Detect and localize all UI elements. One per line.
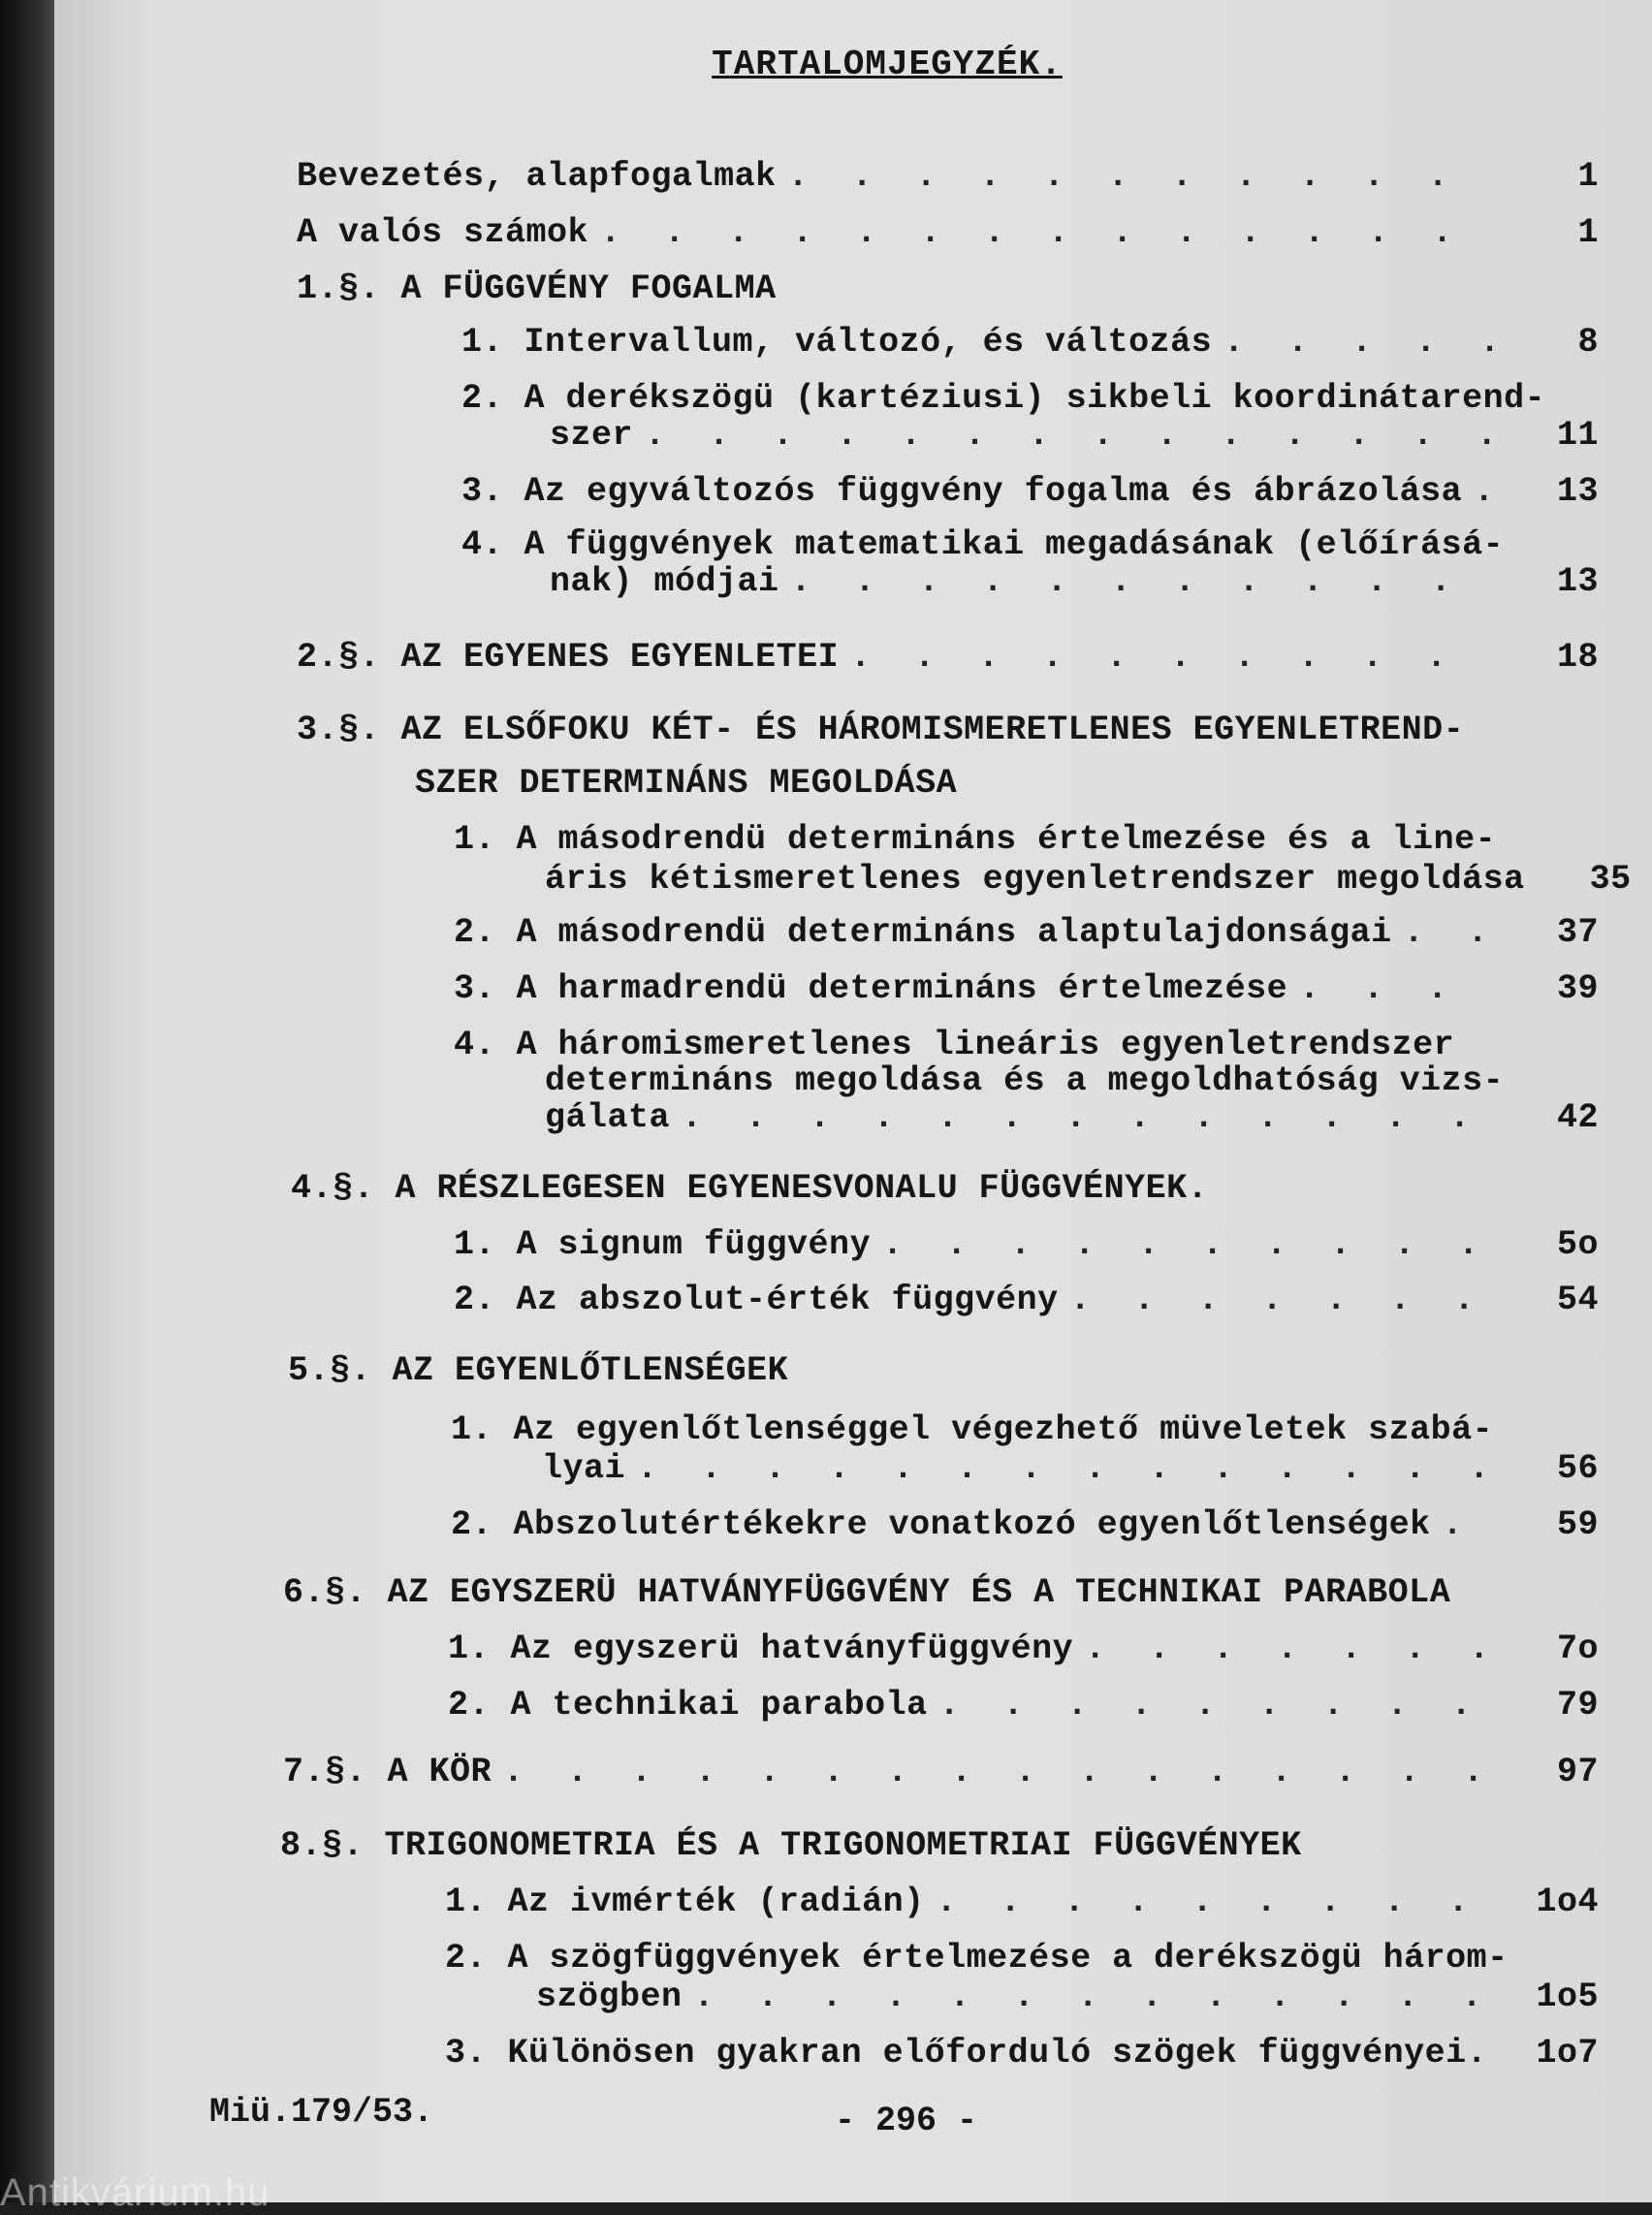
toc-entry-label: 2. A technikai parabola xyxy=(448,1686,928,1725)
leader-dots xyxy=(682,1098,1492,1137)
toc-entry-page: 54 xyxy=(1556,1281,1599,1319)
toc-entry-label: 1. Az egyszerü hatványfüggvény xyxy=(448,1630,1074,1668)
toc-entry xyxy=(454,1281,1652,1319)
footer-reference: Miü.179/53. xyxy=(209,2093,434,2132)
leader-dots xyxy=(637,1449,1492,1488)
toc-entry-page: 1o5 xyxy=(1536,1978,1599,2016)
leader-dots xyxy=(645,416,1492,455)
toc-entry xyxy=(451,1505,1652,1544)
toc-entry-label: 1. Az egyenlőtlenséggel végezhető müveletek szabá- xyxy=(451,1410,1494,1449)
toc-entry xyxy=(448,1630,1652,1668)
toc-entry-page: 13 xyxy=(1556,472,1599,511)
toc-entry-label: 3. A harmadrendü determináns értelmezése xyxy=(454,969,1288,1008)
toc-entry-page: 79 xyxy=(1556,1686,1599,1725)
page-number: - 296 - xyxy=(835,2102,978,2140)
chapter-heading: 5.§. AZ EGYENLŐTLENSÉGEK xyxy=(288,1351,789,1390)
toc-entry xyxy=(454,913,1652,952)
toc-entry-page: 11 xyxy=(1556,416,1599,455)
document-page xyxy=(54,0,1652,2202)
toc-entry-page: 7o xyxy=(1556,1630,1599,1668)
toc-entry-label: 1. A signum függvény xyxy=(454,1225,872,1264)
leader-dots xyxy=(694,1978,1492,2016)
toc-entry-label: szögben xyxy=(536,1978,683,2016)
toc-entry-label: nak) módjai xyxy=(550,562,779,601)
toc-entry-page: 35 xyxy=(1589,860,1632,899)
toc-entry-page: 97 xyxy=(1556,1753,1599,1791)
toc-entry-page: 1o4 xyxy=(1536,1883,1599,1921)
leader-dots xyxy=(1223,323,1492,362)
leader-dots xyxy=(850,638,1492,677)
toc-entry-label: 2. Az abszolut-érték függvény xyxy=(454,1281,1059,1319)
page-title: TARTALOMJEGYZÉK. xyxy=(712,45,1063,84)
toc-entry-label: lyai xyxy=(542,1449,626,1488)
chapter-heading: 7.§. A KÖR xyxy=(283,1753,492,1791)
toc-entry-page: 56 xyxy=(1556,1449,1599,1488)
toc-entry xyxy=(445,1883,1652,1921)
toc-entry xyxy=(536,1978,1652,2016)
chapter-heading: 4.§. A RÉSZLEGESEN EGYENESVONALU FÜGGVÉNYEK. xyxy=(291,1169,1209,1208)
toc-entry xyxy=(461,323,1652,362)
toc-entry-label: szer xyxy=(550,416,634,455)
toc-entry-label: gálata xyxy=(545,1098,671,1137)
toc-entry-label: 2. Abszolutértékekre vonatkozó egyenlőtlenségek xyxy=(451,1505,1431,1544)
toc-entry xyxy=(283,1753,1652,1791)
toc-entry xyxy=(297,638,1652,677)
toc-entry-page: 1 xyxy=(1577,213,1599,252)
chapter-heading: 3.§. AZ ELSŐFOKU KÉT- ÉS HÁROMISMERETLENES EGYENLETREND- xyxy=(297,711,1465,749)
leader-dots xyxy=(503,1753,1492,1791)
toc-entry-page: 1o7 xyxy=(1536,2034,1599,2073)
toc-entry-label: 4. A függvények matematikai megadásának (előírásá- xyxy=(461,525,1505,564)
toc-entry-label: Bevezetés, alapfogalmak xyxy=(297,157,777,196)
leader-dots xyxy=(1085,1630,1492,1668)
toc-entry-label: 2. A másodrendü determináns alaptulajdonságai xyxy=(454,913,1392,952)
toc-entry-label: 1. Intervallum, változó, és változás xyxy=(461,323,1213,362)
toc-entry-label: áris kétismeretlenes egyenletrendszer megoldása xyxy=(545,860,1525,899)
toc-entry-label: 1. A másodrendü determináns értelmezése és a line- xyxy=(454,820,1497,859)
leader-dots xyxy=(937,1883,1492,1921)
toc-entry-page: 37 xyxy=(1556,913,1599,952)
leader-dots xyxy=(788,157,1492,196)
toc-entry xyxy=(542,1449,1652,1488)
toc-entry-page: 42 xyxy=(1556,1098,1599,1137)
toc-entry-label: 4. A háromismeretlenes lineáris egyenletrendszer xyxy=(454,1026,1455,1064)
toc-entry-label: 3. Különösen gyakran előforduló szögek függvényei. xyxy=(445,2034,1488,2073)
toc-entry-label: 1. Az ivmérték (radián) xyxy=(445,1883,925,1921)
leader-dots xyxy=(1070,1281,1492,1319)
leader-dots xyxy=(791,562,1492,601)
toc-entry xyxy=(448,1686,1652,1725)
toc-entry-label: 2. A szögfüggvények értelmezése a derékszögü három- xyxy=(445,1939,1509,1978)
leader-dots xyxy=(1474,472,1492,511)
chapter-heading: 1.§. A FÜGGVÉNY FOGALMA xyxy=(297,269,777,308)
chapter-heading: 2.§. AZ EGYENES EGYENLETEI xyxy=(297,638,840,677)
leader-dots xyxy=(1404,913,1492,952)
toc-entry-page: 1 xyxy=(1577,157,1599,196)
toc-entry xyxy=(545,860,1652,899)
leader-dots xyxy=(1443,1505,1492,1544)
toc-entry-page: 39 xyxy=(1556,969,1599,1008)
toc-entry xyxy=(545,1098,1652,1137)
leader-dots xyxy=(882,1225,1492,1264)
toc-entry xyxy=(550,416,1652,455)
toc-entry-page: 59 xyxy=(1556,1505,1599,1544)
leader-dots xyxy=(1299,969,1492,1008)
toc-entry xyxy=(297,157,1652,196)
toc-entry-label: 3. Az egyváltozós függvény fogalma és ábrázolása xyxy=(461,472,1463,511)
toc-entry-label: 2. A derékszögü (kartéziusi) sikbeli koordinátarend- xyxy=(461,379,1546,418)
chapter-heading: 6.§. AZ EGYSZERÜ HATVÁNYFÜGGVÉNY ÉS A TECHNIKAI PARABOLA xyxy=(283,1573,1451,1612)
toc-entry xyxy=(461,472,1652,511)
toc-entry xyxy=(297,213,1652,252)
toc-entry-page: 8 xyxy=(1577,323,1599,362)
toc-entry-page: 18 xyxy=(1556,638,1599,677)
book-binding-shadow xyxy=(0,0,54,2202)
chapter-heading: SZER DETERMINÁNS MEGOLDÁSA xyxy=(415,764,958,803)
toc-entry xyxy=(550,562,1652,601)
toc-entry xyxy=(445,2034,1652,2073)
toc-entry-label: determináns megoldása és a megoldhatóság vizs- xyxy=(545,1061,1505,1100)
chapter-heading: 8.§. TRIGONOMETRIA ÉS A TRIGONOMETRIAI FÜGGVÉNYEK xyxy=(280,1826,1302,1865)
toc-entry-page: 13 xyxy=(1556,562,1599,601)
toc-entry-label: A valós számok xyxy=(297,213,589,252)
leader-dots xyxy=(939,1686,1492,1725)
watermark: Antikvárium.hu xyxy=(0,2171,270,2214)
toc-entry-page: 5o xyxy=(1556,1225,1599,1264)
toc-entry xyxy=(454,1225,1652,1264)
toc-entry xyxy=(454,969,1652,1008)
leader-dots xyxy=(600,213,1492,252)
